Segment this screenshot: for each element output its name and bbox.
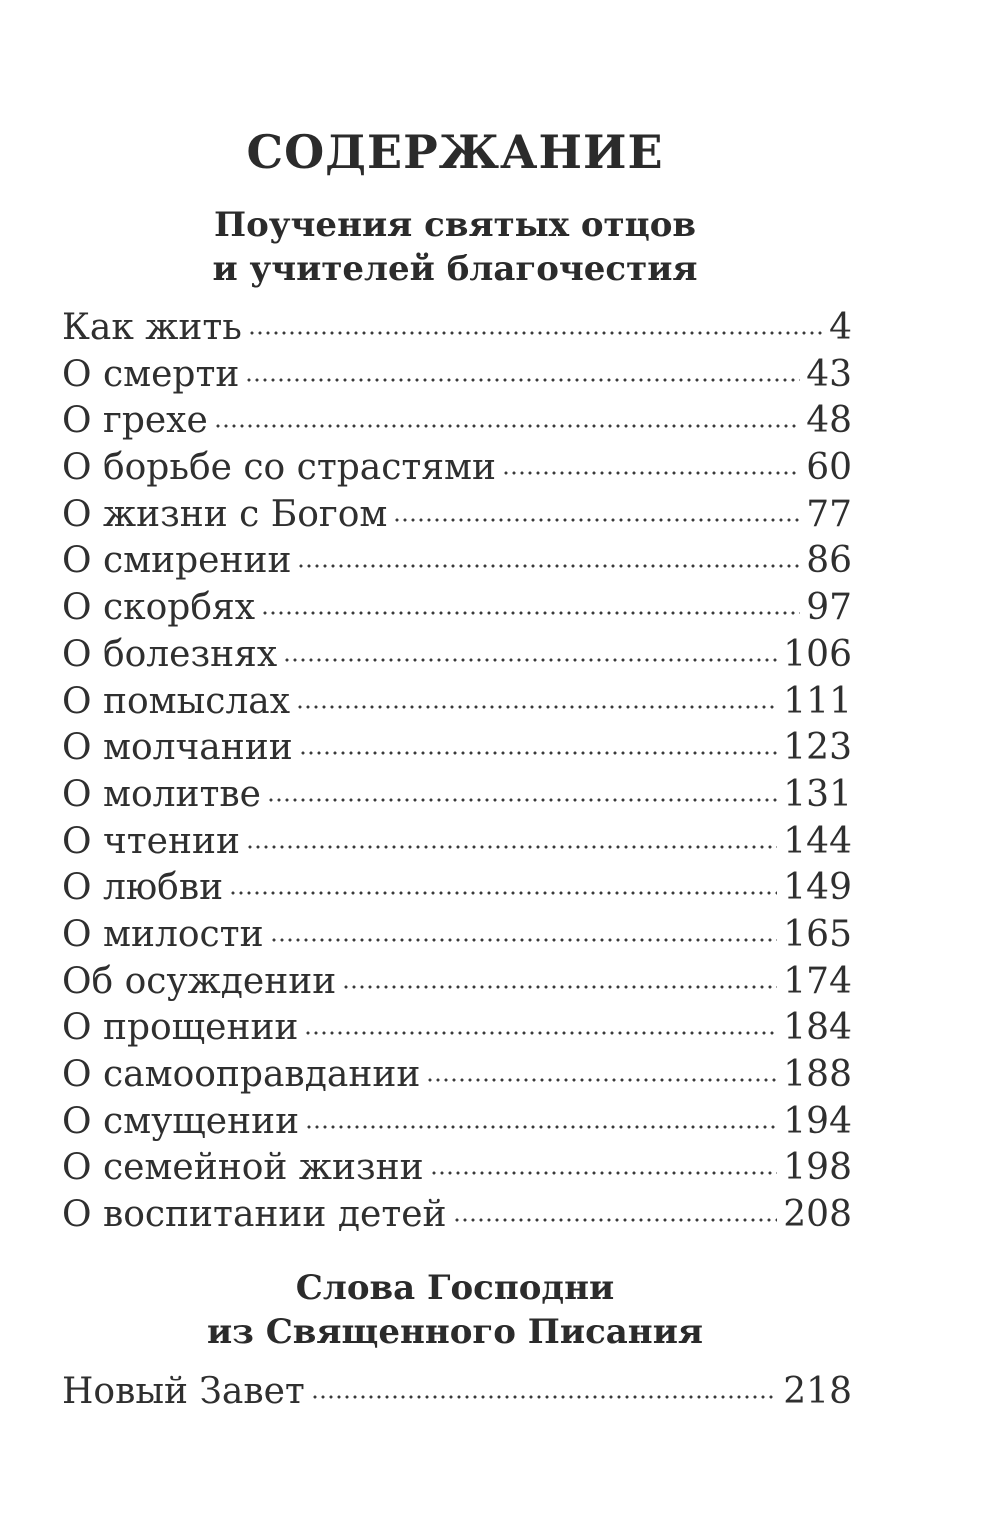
toc-entry-page: 111 (783, 680, 852, 722)
toc-entry[interactable] (62, 772, 852, 819)
section-heading-line: и учителей благочестия (212, 249, 698, 289)
toc-entry[interactable] (62, 1145, 852, 1192)
section-heading-line: из Священного Писания (206, 1312, 704, 1352)
toc-entry-label: О семейной жизни (62, 1147, 424, 1189)
dot-leader (502, 469, 800, 477)
dot-leader (248, 329, 823, 337)
toc-entry-label: О прощении (62, 1007, 299, 1049)
toc-entry[interactable] (62, 538, 852, 585)
toc-entry-page: 123 (783, 727, 852, 769)
toc-entry-label: О молчании (62, 727, 293, 769)
toc-entry-page: 149 (783, 867, 852, 909)
toc-entry[interactable] (62, 398, 852, 445)
toc-entry-page: 198 (783, 1147, 852, 1189)
toc-entry[interactable] (62, 865, 852, 912)
toc-entry-label: О воспитании детей (62, 1194, 447, 1236)
page-title: СОДЕРЖАНИЕ (246, 125, 664, 179)
toc-entry-label: О борьбе со страстями (62, 447, 497, 489)
toc-entry-page: 165 (783, 913, 852, 955)
toc-entry-page: 184 (783, 1007, 852, 1049)
toc-entry-page: 131 (783, 773, 852, 815)
toc-entry[interactable] (62, 1005, 852, 1052)
toc-entry-label: О чтении (62, 820, 240, 862)
toc-entry[interactable] (62, 725, 852, 772)
toc-entry-page: 194 (783, 1100, 852, 1142)
dot-leader (229, 889, 777, 897)
toc-entry[interactable] (62, 352, 852, 399)
toc-entry-page: 208 (783, 1194, 852, 1236)
toc-entry[interactable] (62, 1369, 852, 1416)
toc-entry-label: Новый Завет (62, 1371, 305, 1412)
dot-leader (270, 936, 778, 944)
dot-leader (453, 1216, 778, 1224)
toc-entry-label: О милости (62, 913, 264, 955)
toc-entry-label: Об осуждении (62, 960, 337, 1002)
toc-entry-label: Как жить (62, 307, 242, 348)
toc-entry-label: О болезнях (62, 633, 278, 675)
toc-list-scripture (62, 1369, 852, 1416)
section-heading-teachings (0, 203, 910, 291)
toc-entry[interactable] (62, 679, 852, 726)
toc-entry[interactable] (62, 632, 852, 679)
toc-entry-page: 188 (783, 1054, 852, 1095)
toc-entry-label: О жизни с Богом (62, 493, 388, 535)
toc-entry-page: 77 (806, 493, 852, 535)
toc-entry[interactable] (62, 1192, 852, 1239)
dot-leader (261, 609, 800, 617)
dot-leader (311, 1393, 777, 1401)
toc-entry-page: 144 (783, 820, 852, 862)
toc-entry[interactable] (62, 819, 852, 866)
dot-leader (245, 376, 800, 384)
section-heading-scripture (0, 1266, 910, 1354)
toc-entry-page: 106 (783, 633, 852, 675)
dot-leader (299, 749, 778, 757)
dot-leader (393, 516, 800, 524)
dot-leader (267, 796, 777, 804)
toc-entry[interactable] (62, 912, 852, 959)
section-heading-line: Поучения святых отцов (214, 205, 696, 245)
toc-entry[interactable] (62, 585, 852, 632)
toc-entry-label: О любви (62, 867, 224, 909)
dot-leader (297, 562, 800, 570)
dot-leader (304, 1029, 777, 1037)
toc-entry-label: О смерти (62, 353, 240, 395)
dot-leader (283, 656, 777, 664)
dot-leader (342, 983, 777, 991)
toc-entry[interactable] (62, 959, 852, 1006)
toc-entry-label: О смущении (62, 1100, 300, 1142)
section-heading-line: Слова Господни (295, 1268, 615, 1308)
toc-entry-label: О грехе (62, 400, 208, 442)
toc-entry[interactable] (62, 1052, 852, 1099)
toc-entry-label: О скорбях (62, 587, 256, 629)
toc-entry-page: 48 (806, 400, 852, 442)
toc-entry-page: 174 (783, 960, 852, 1002)
dot-leader (426, 1076, 777, 1084)
dot-leader (430, 1169, 778, 1177)
toc-entry[interactable] (62, 305, 852, 352)
toc-entry[interactable] (62, 492, 852, 539)
toc-entry-page: 60 (806, 447, 852, 489)
dot-leader (214, 422, 800, 430)
dot-leader (305, 1123, 777, 1131)
toc-entry-page: 4 (829, 307, 852, 348)
toc-entry-page: 97 (806, 587, 852, 629)
toc-entry-label: О самооправдании (62, 1054, 421, 1095)
toc-entry-label: О помыслах (62, 680, 291, 722)
toc-entry-page: 86 (806, 540, 852, 582)
dot-leader (296, 703, 777, 711)
toc-entry[interactable] (62, 445, 852, 492)
toc-entry-page: 43 (806, 353, 852, 395)
toc-entry[interactable] (62, 1099, 852, 1146)
toc-entry-label: О смирении (62, 540, 292, 582)
dot-leader (246, 843, 777, 851)
toc-entry-page: 218 (783, 1371, 852, 1412)
toc-entry-label: О молитве (62, 773, 261, 815)
toc-list-teachings (62, 305, 852, 1239)
